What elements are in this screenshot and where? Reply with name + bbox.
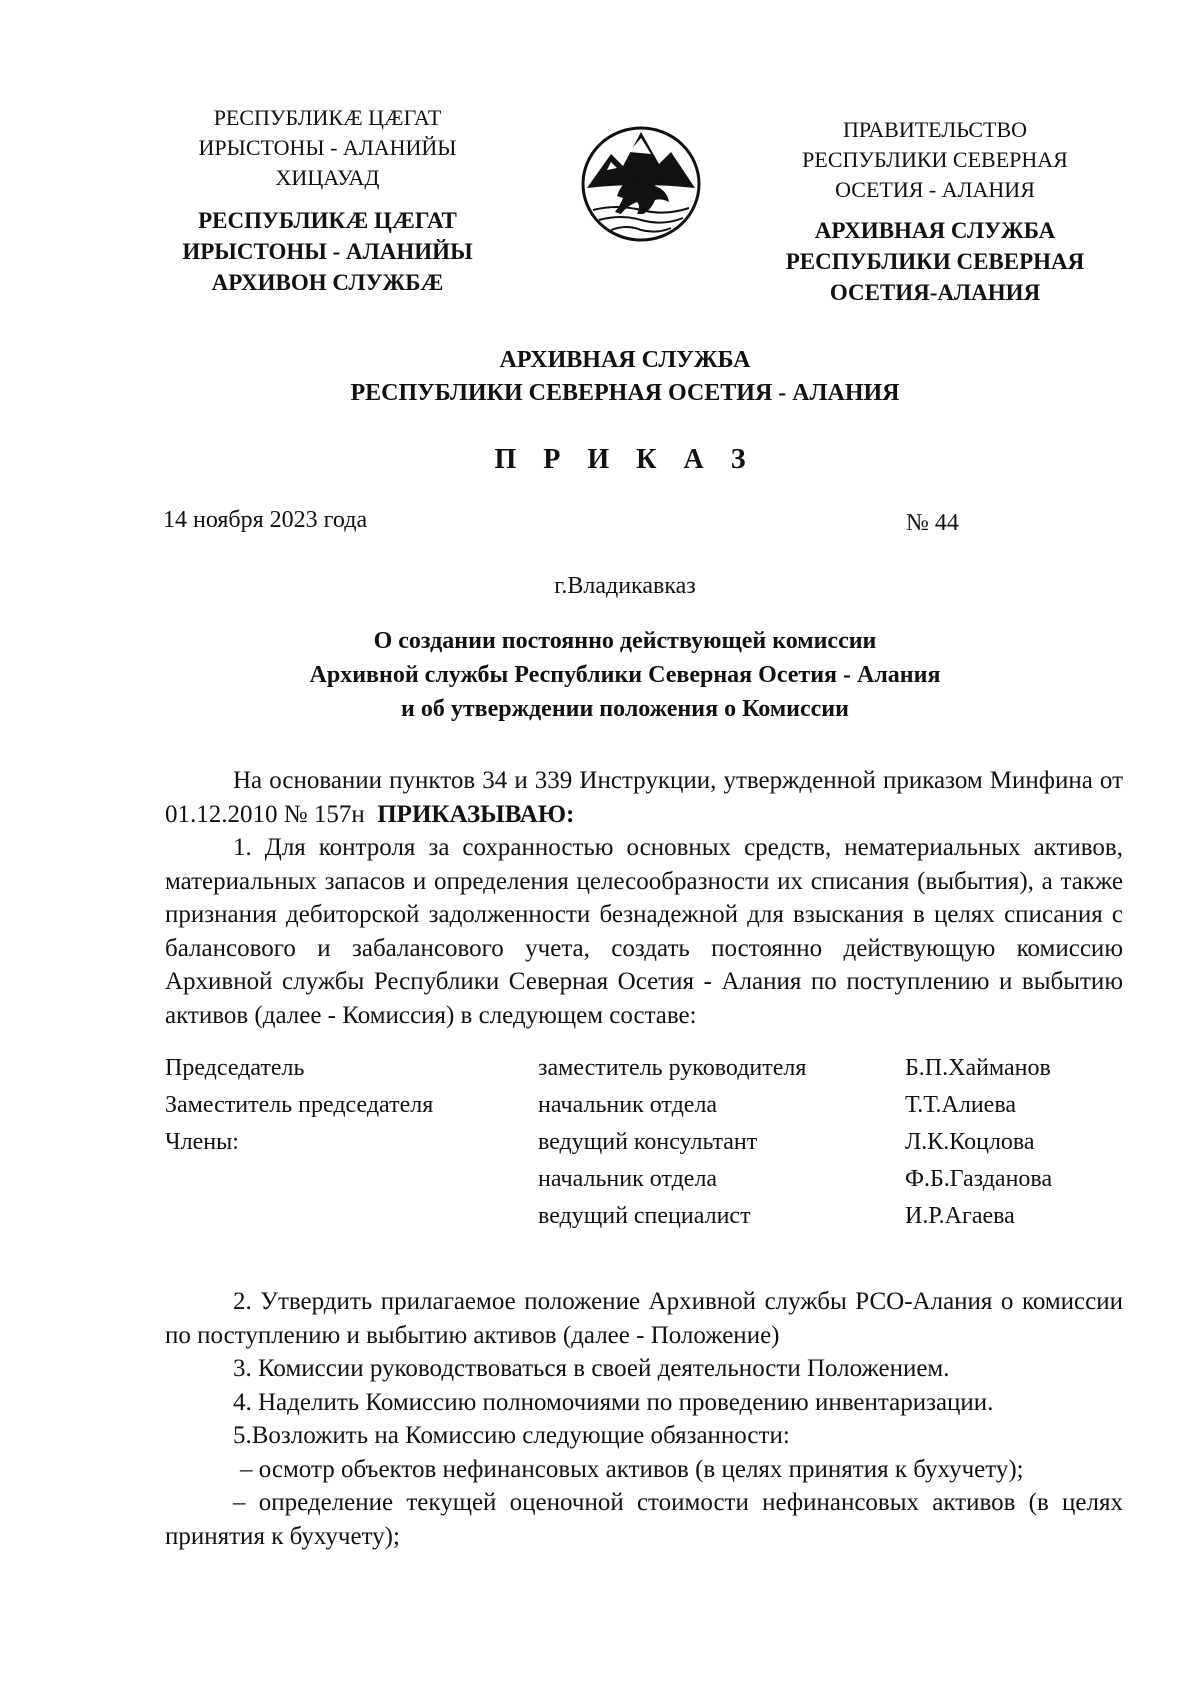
member-role: Члены: xyxy=(165,1129,239,1155)
document-city: г.Владикавказ xyxy=(554,573,696,599)
member-position: ведущий специалист xyxy=(538,1203,751,1229)
coat-of-arms-icon xyxy=(577,118,705,246)
document-title xyxy=(150,344,1100,410)
header-right-government xyxy=(770,115,1100,205)
member-position: начальник отдела xyxy=(538,1166,718,1192)
header-left-archive xyxy=(150,205,505,298)
document-subject xyxy=(150,624,1100,726)
header-right-line: ОСЕТИЯ - АЛАНИЯ xyxy=(835,177,1035,202)
item-1: 1. Для контроля за сохранностью основных средств, нематериальных активов, материальных запасов и определения целесообразности их списания (выбытия), а также признания дебиторской задолженности безнадежной для взыскания в целях списания с балансового и забалансового учета, создать постоянно действующую комиссию Архивной службы Республики Северная Осетия - Алания по поступлению и выбытию активов (далее - Комиссия) в следующем составе: xyxy=(165,834,1123,1029)
member-name: Б.П.Хайманов xyxy=(905,1055,1051,1081)
member-name: Т.Т.Алиева xyxy=(905,1092,1016,1118)
header-right-bold-line: АРХИВНАЯ СЛУЖБА xyxy=(814,218,1056,243)
subject-line: О создании постоянно действующей комиссии xyxy=(373,628,877,654)
intro-paragraph xyxy=(165,764,1123,831)
header-left-line: РЕСПУБЛИКӔ ЦӔГАТ xyxy=(213,105,442,130)
item-3: 3. Комиссии руководствоваться в своей деятельности Положением. xyxy=(233,1355,950,1382)
header-left-line: ХИЦАУАД xyxy=(275,165,380,190)
header-right-bold-line: ОСЕТИЯ-АЛАНИЯ xyxy=(829,280,1041,305)
member-role: Председатель xyxy=(165,1055,305,1081)
header-left-government xyxy=(150,103,505,193)
item-5: 5.Возложить на Комиссию следующие обязанности: xyxy=(233,1422,790,1449)
document-body xyxy=(165,764,1123,1032)
member-row xyxy=(165,1198,1125,1235)
title-line-1: АРХИВНАЯ СЛУЖБА xyxy=(499,347,751,373)
member-name: Ф.Б.Газданова xyxy=(905,1166,1053,1192)
item-2: 2. Утвердить прилагаемое положение Архивной службы РСО-Алания о комиссии по поступлению и выбытию активов (далее - Положение) xyxy=(165,1288,1123,1349)
member-row xyxy=(165,1087,1125,1124)
member-role: Заместитель председателя xyxy=(165,1092,434,1118)
header-right-line: РЕСПУБЛИКИ СЕВЕРНАЯ xyxy=(802,147,1068,172)
member-name: Л.К.Коцлова xyxy=(905,1129,1035,1155)
item-4: 4. Наделить Комиссию полномочиями по проведению инвентаризации. xyxy=(233,1388,994,1416)
member-name: И.Р.Агаева xyxy=(905,1203,1015,1229)
header-left-bold-line: АРХИВОН СЛУЖБӔ xyxy=(211,270,444,295)
document-items xyxy=(165,1285,1123,1553)
header-left-line: ИРЫСТОНЫ - АЛАНИЙЫ xyxy=(198,135,457,160)
document-number: № 44 xyxy=(906,510,959,536)
duty-item: – осмотр объектов нефинансовых активов (в целях принятия к бухучету); xyxy=(240,1455,1024,1483)
member-row xyxy=(165,1124,1125,1161)
header-left-bold-line: РЕСПУБЛИКӔ ЦӔГАТ xyxy=(198,208,457,233)
document-type: П Р И К А З xyxy=(494,444,756,475)
member-position: заместитель руководителя xyxy=(538,1055,807,1081)
header-left-bold-line: ИРЫСТОНЫ - АЛАНИЙЫ xyxy=(182,239,473,264)
intro-text: На основании пунктов 34 и 339 Инструкции, утвержденной приказом Минфина от 01.12.2010 № 157н xyxy=(165,767,1123,828)
subject-line: и об утверждении положения о Комиссии xyxy=(401,696,849,722)
commission-members-table xyxy=(165,1050,1125,1235)
member-position: начальник отдела xyxy=(538,1092,718,1118)
member-row xyxy=(165,1161,1125,1198)
header-right-archive xyxy=(760,215,1110,308)
intro-emphasis: ПРИКАЗЫВАЮ: xyxy=(377,800,575,828)
header-right-bold-line: РЕСПУБЛИКИ СЕВЕРНАЯ xyxy=(785,249,1085,274)
member-position: ведущий консультант xyxy=(538,1129,758,1155)
title-line-2: РЕСПУБЛИКИ СЕВЕРНАЯ ОСЕТИЯ - АЛАНИЯ xyxy=(350,380,900,406)
document-date: 14 ноября 2023 года xyxy=(163,507,368,533)
subject-line: Архивной службы Республики Северная Осетия - Алания xyxy=(309,662,941,688)
member-row xyxy=(165,1050,1125,1087)
header-right-line: ПРАВИТЕЛЬСТВО xyxy=(842,117,1028,142)
duty-item: – определение текущей оценочной стоимости нефинансовых активов (в целях принятия к бухучету); xyxy=(165,1489,1123,1550)
